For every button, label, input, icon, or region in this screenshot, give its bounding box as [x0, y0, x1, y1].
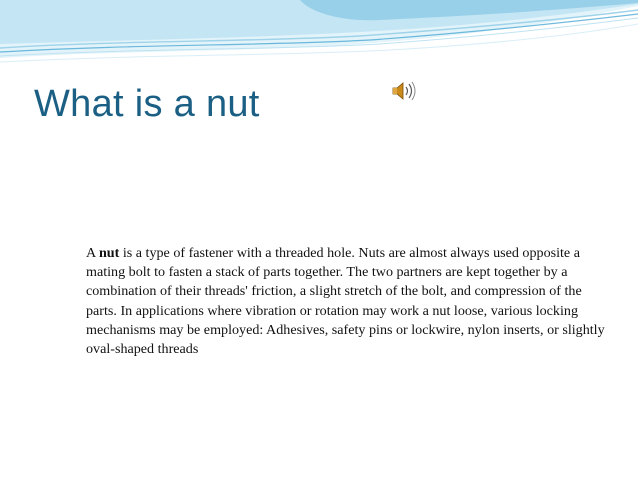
body-prefix: A	[86, 245, 99, 261]
header-wave-decoration	[0, 0, 638, 80]
speaker-icon[interactable]	[391, 80, 417, 102]
body-rest: is a type of fastener with a threaded hole. Nuts are almost always used opposite a mating bolt to fasten a stack of parts together. The two partners are kept together by a combination of their threads' friction, a slight stretch of the bolt, and compression of the parts. In applications where vibration or rotation may work a nut loose, various locking mechanisms may be employed: Adhesives, safety pins or lockwire, nylon inserts, or slightly oval-shaped threads	[86, 245, 605, 358]
slide-title: What is a nut	[34, 83, 260, 125]
body-term-nut: nut	[98, 245, 120, 261]
body-paragraph	[86, 244, 606, 359]
